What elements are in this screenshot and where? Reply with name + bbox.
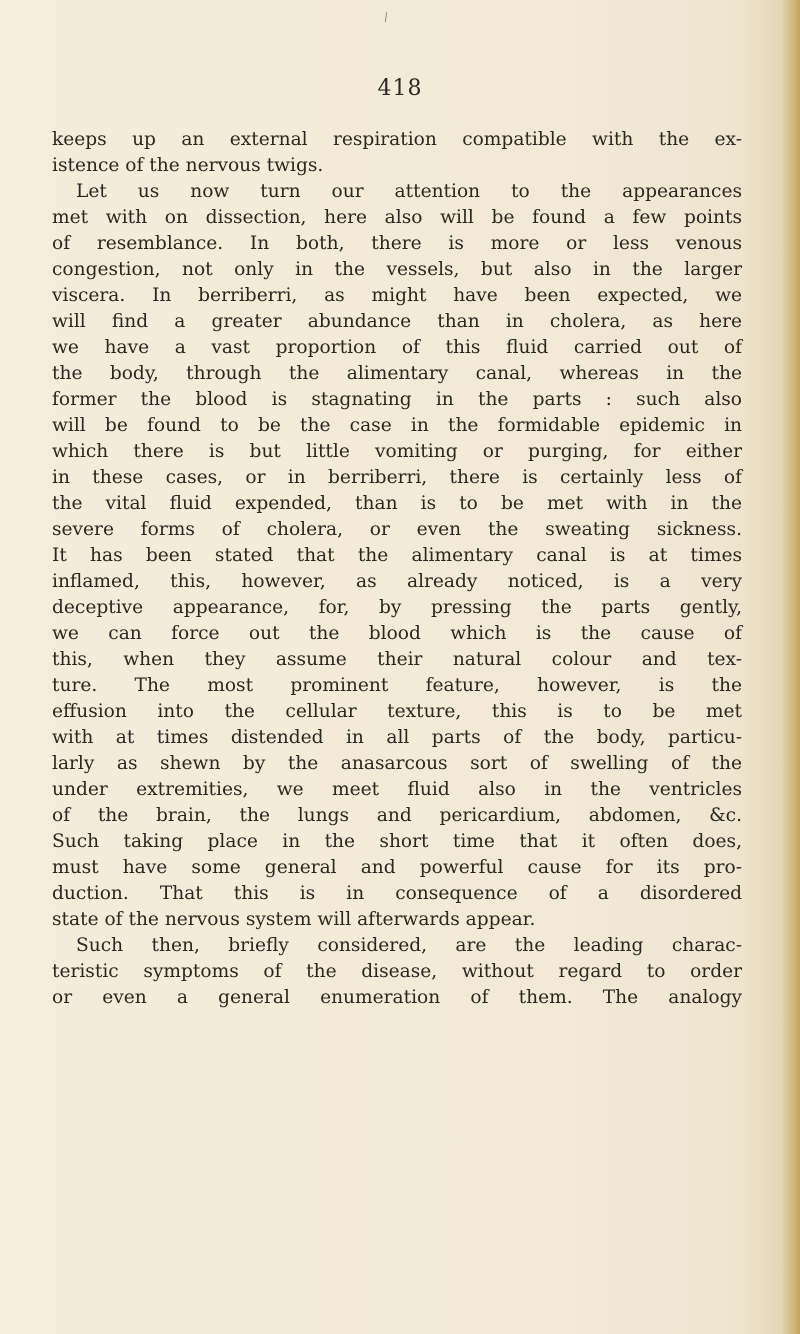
text-line: in these cases, or in berriberri, there is certainly less of [52, 467, 742, 488]
text-line: Such taking place in the short time that it often does, [52, 831, 742, 852]
text-line: duction. That this is in consequence of a disordered [52, 883, 742, 904]
text-line: inflamed, this, however, as already noticed, is a very [52, 571, 742, 592]
text-line: will find a greater abundance than in cholera, as here [52, 311, 742, 332]
paragraph-start-line: Such then, briefly considered, are the leading charac- [76, 935, 742, 956]
text-line: under extremities, we meet fluid also in the ventricles [52, 779, 742, 800]
text-line: or even a general enumeration of them. The analogy [52, 987, 742, 1008]
text-line: state of the nervous system will afterwards appear. [52, 909, 536, 930]
text-line: the vital fluid expended, than is to be met with in the [52, 493, 742, 514]
paragraph-start-line: Let us now turn our attention to the appearances [76, 181, 742, 202]
text-line: effusion into the cellular texture, this is to be met [52, 701, 742, 722]
text-line: this, when they assume their natural colour and tex- [52, 649, 742, 670]
text-line: we can force out the blood which is the cause of [52, 623, 742, 644]
text-line: istence of the nervous twigs. [52, 155, 324, 176]
text-line: former the blood is stagnating in the parts : such also [52, 389, 742, 410]
text-line: will be found to be the case in the formidable epidemic in [52, 415, 742, 436]
text-line: teristic symptoms of the disease, without regard to order [52, 961, 742, 982]
page-number: 418 [377, 76, 423, 101]
text-line: of the brain, the lungs and pericardium, abdomen, &c. [52, 805, 742, 826]
text-line: deceptive appearance, for, by pressing the parts gently, [52, 597, 742, 618]
text-line: It has been stated that the alimentary canal is at times [52, 545, 742, 566]
page-edge-shadow [782, 0, 800, 1334]
body-text [52, 127, 742, 1011]
text-line: which there is but little vomiting or purging, for either [52, 441, 742, 462]
text-line: keeps up an external respiration compatible with the ex- [52, 129, 742, 150]
text-line: we have a vast proportion of this fluid carried out of [52, 337, 742, 358]
text-line: must have some general and powerful cause for its pro- [52, 857, 742, 878]
text-line: larly as shewn by the anasarcous sort of swelling of the [52, 753, 742, 774]
text-line: severe forms of cholera, or even the sweating sickness. [52, 519, 742, 540]
text-line: met with on dissection, here also will be found a few points [52, 207, 742, 228]
text-line: of resemblance. In both, there is more or less venous [52, 233, 742, 254]
text-line: congestion, not only in the vessels, but also in the larger [52, 259, 742, 280]
text-line: viscera. In berriberri, as might have been expected, we [52, 285, 742, 306]
text-line: ture. The most prominent feature, however, is the [52, 675, 742, 696]
text-line: with at times distended in all parts of the body, particu- [52, 727, 742, 748]
text-line: the body, through the alimentary canal, whereas in the [52, 363, 742, 384]
top-mark: \ [381, 9, 391, 25]
